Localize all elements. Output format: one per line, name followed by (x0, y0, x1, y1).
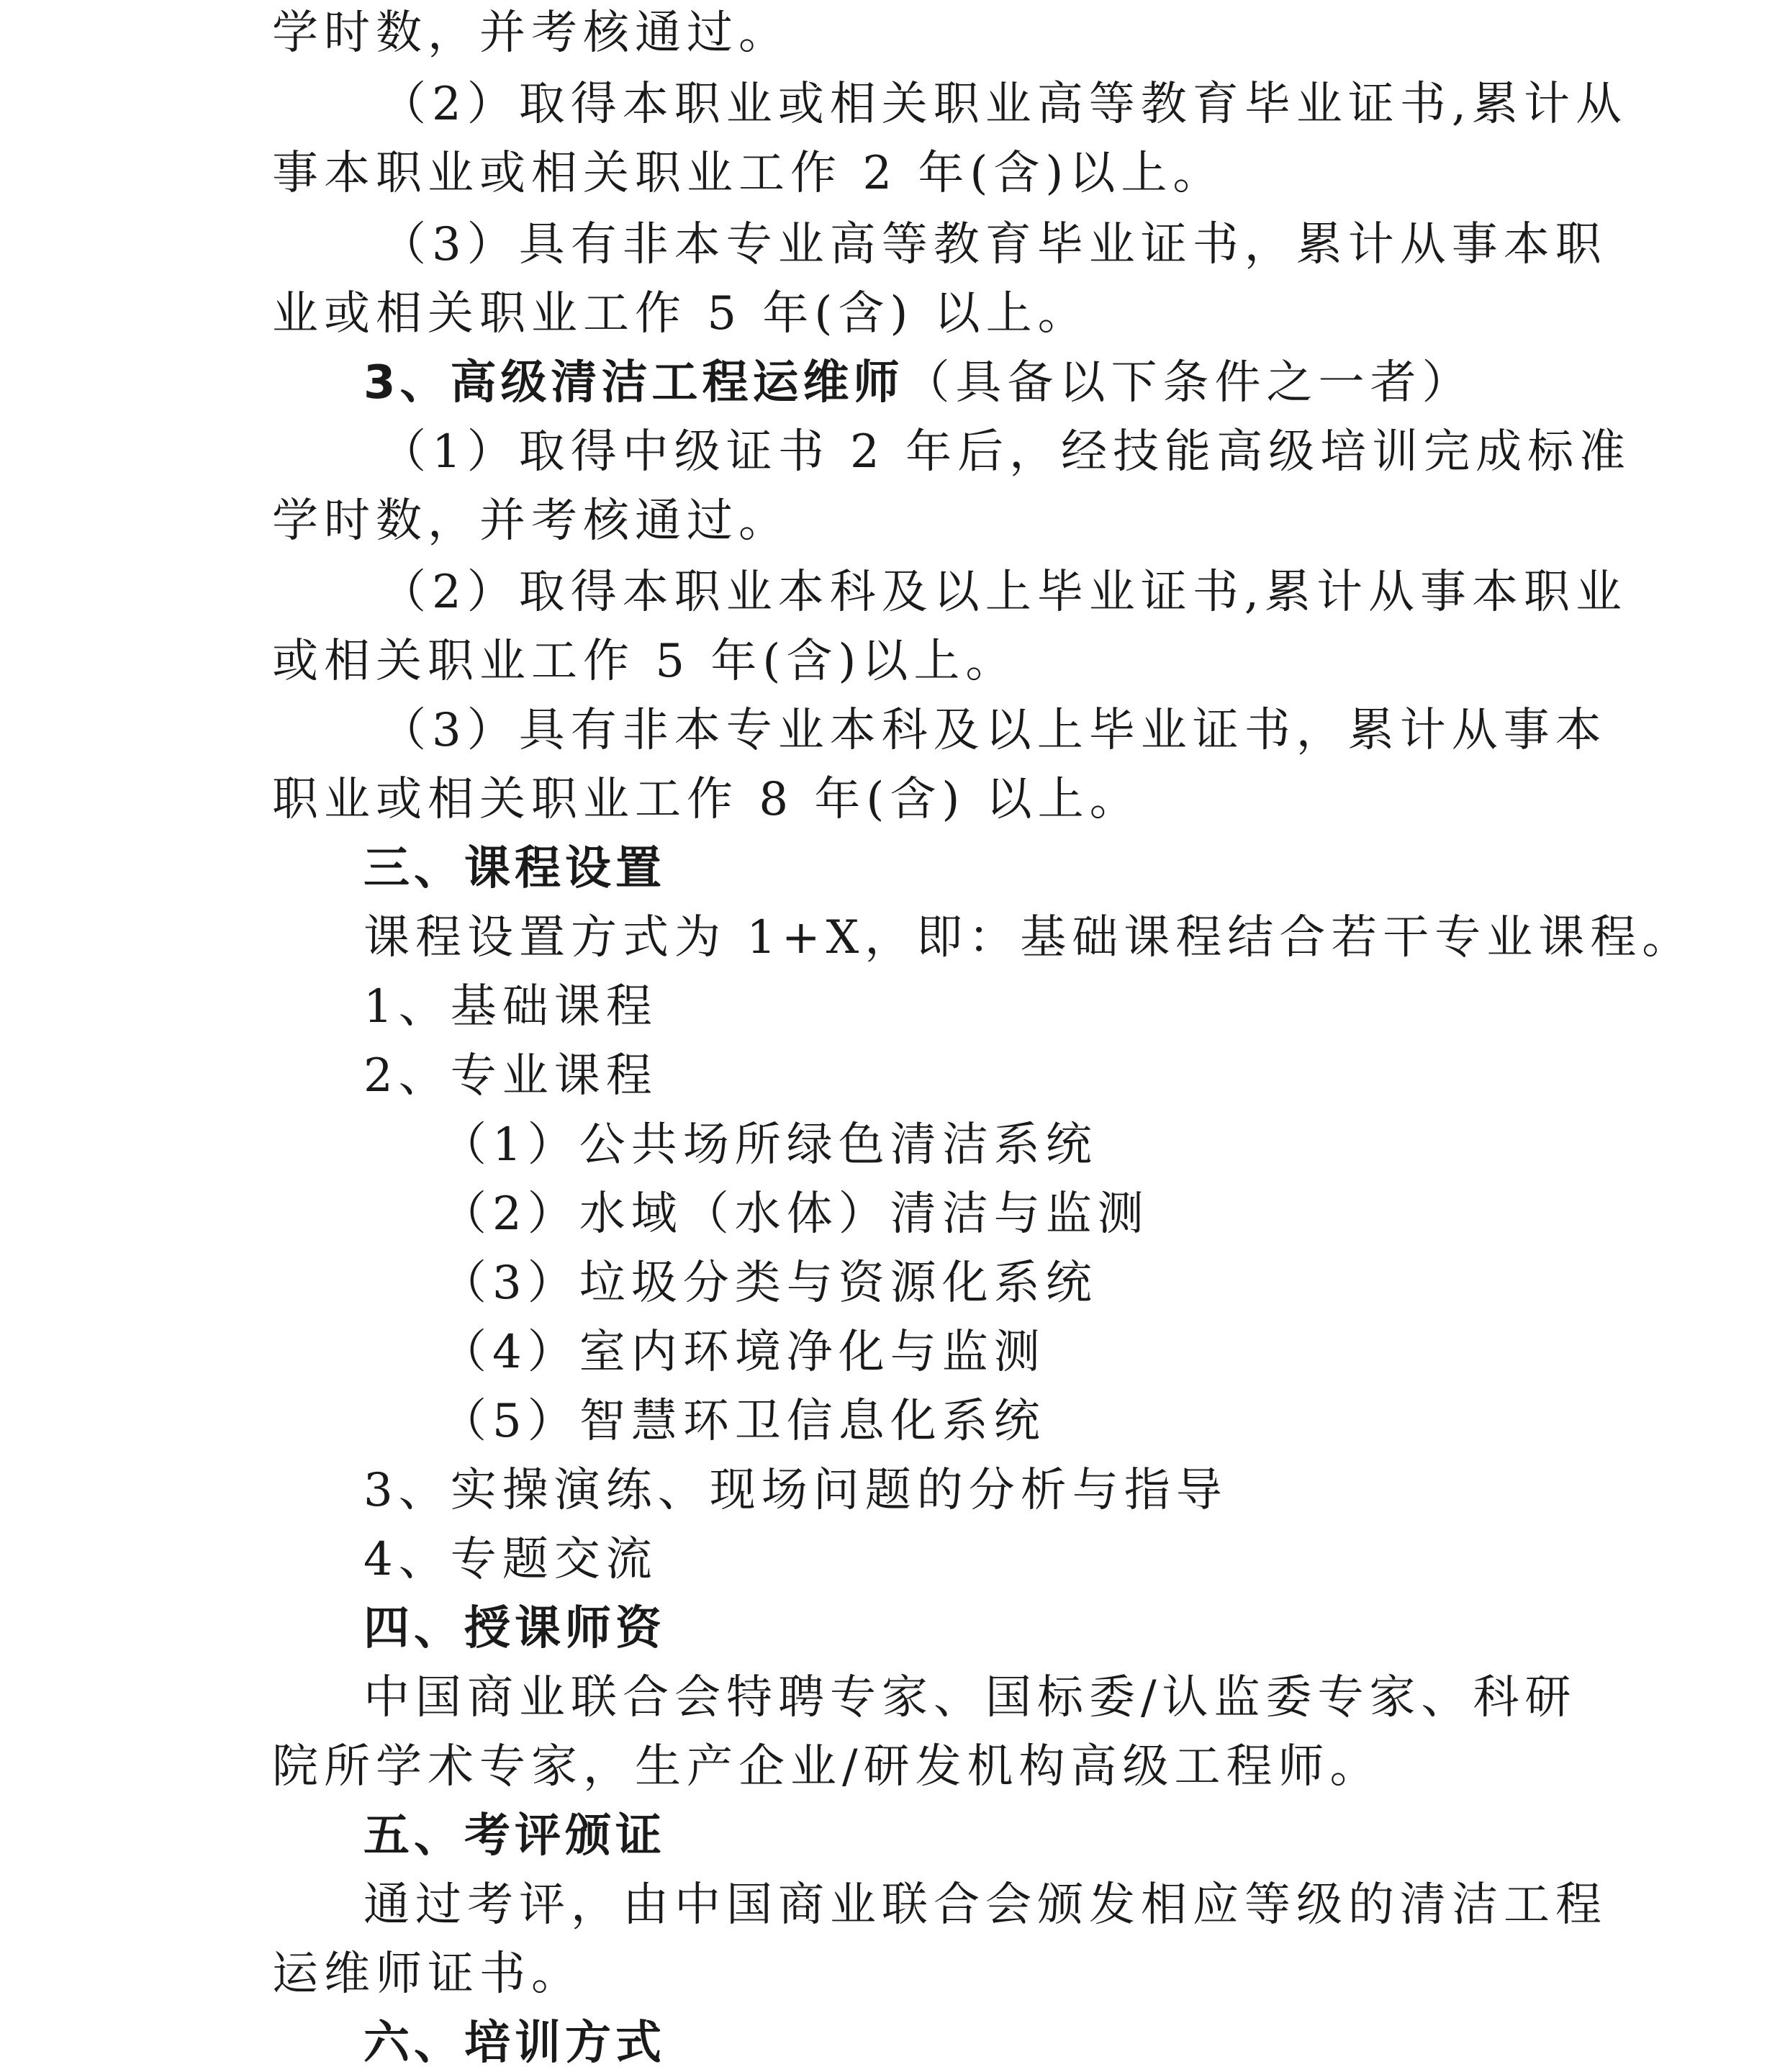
course-list-item: 3、实操演练、现场问题的分析与指导 (363, 1464, 1228, 1517)
section-heading-teachers: 四、授课师资 (363, 1602, 666, 1655)
body-text-line: 或相关职业工作 5 年(含)以上。 (272, 635, 1018, 688)
condition-item: （3）具有非本专业本科及以上毕业证书，累计从事本 (380, 704, 1607, 757)
course-sub-item: （3）垃圾分类与资源化系统 (440, 1257, 1098, 1310)
condition-item: （2）取得本职业本科及以上毕业证书,累计从事本职业 (380, 566, 1628, 619)
body-text-line: 学时数，并考核通过。 (272, 494, 790, 548)
body-text-line: 运维师证书。 (272, 1947, 583, 2001)
level-title: 3、高级清洁工程运维师 (363, 356, 904, 410)
level-heading-senior (363, 354, 1474, 412)
condition-item: （1）取得中级证书 2 年后，经技能高级培训完成标准 (380, 425, 1632, 479)
course-list-item: 2、专业课程 (363, 1049, 658, 1103)
body-text-line: 业或相关职业工作 5 年(含) 以上。 (272, 287, 1090, 340)
course-list-item: 1、基础课程 (363, 980, 658, 1033)
condition-item: （2）取得本职业或相关职业高等教育毕业证书,累计从 (380, 78, 1628, 131)
section-heading-training: 六、培训方式 (363, 2017, 666, 2070)
body-text-line: 中国商业联合会特聘专家、国标委/认监委专家、科研 (363, 1671, 1577, 1724)
course-intro: 课程设置方式为 1+X，即：基础课程结合若干专业课程。 (363, 911, 1694, 964)
condition-item: （3）具有非本专业高等教育毕业证书，累计从事本职 (380, 218, 1607, 271)
course-sub-item: （5）智慧环卫信息化系统 (440, 1395, 1046, 1448)
course-sub-item: （1）公共场所绿色清洁系统 (440, 1118, 1098, 1172)
body-text-line: 职业或相关职业工作 8 年(含) 以上。 (272, 773, 1142, 826)
course-sub-item: （4）室内环境净化与监测 (440, 1326, 1046, 1379)
section-heading-courses: 三、课程设置 (363, 842, 666, 895)
course-sub-item: （2）水域（水体）清洁与监测 (440, 1187, 1149, 1241)
body-text-line: 学时数，并考核通过。 (272, 6, 790, 60)
body-text-line: 通过考评，由中国商业联合会颁发相应等级的清洁工程 (363, 1878, 1607, 1932)
body-text-line: 事本职业或相关职业工作 2 年(含)以上。 (272, 147, 1225, 200)
course-list-item: 4、专题交流 (363, 1533, 658, 1586)
body-text-line: 院所学术专家，生产企业/研发机构高级工程师。 (272, 1740, 1382, 1793)
level-note: （具备以下条件之一者） (903, 356, 1474, 410)
section-heading-certification: 五、考评颁证 (363, 1809, 666, 1863)
